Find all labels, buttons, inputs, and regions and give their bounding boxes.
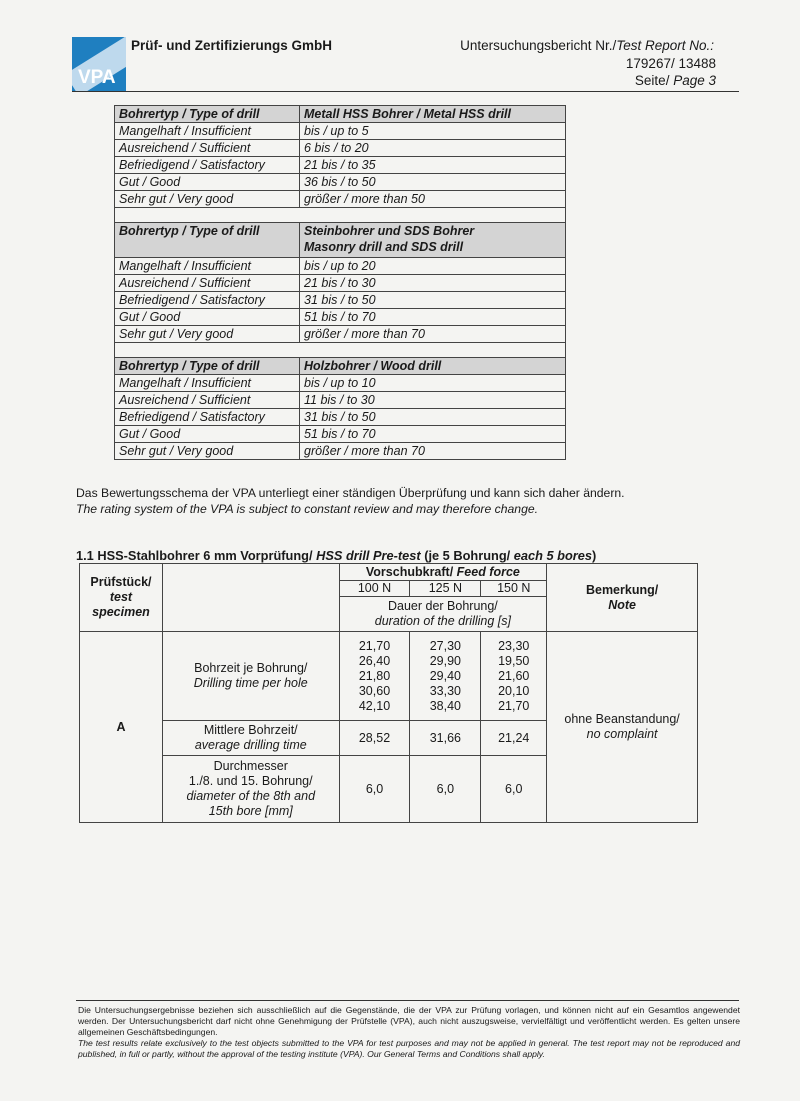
rating-spacer-cell xyxy=(115,208,566,223)
drill-time-label-de: Bohrzeit je Bohrung/ xyxy=(194,661,308,675)
rating-grade: Sehr gut / Very good xyxy=(115,191,300,208)
diameter-label xyxy=(162,756,339,823)
drill-type-name-line: Metall HSS Bohrer / Metal HSS drill xyxy=(304,107,511,121)
rating-header-row xyxy=(115,358,566,375)
rating-header-row xyxy=(115,223,566,258)
rating-grade: Sehr gut / Very good xyxy=(115,326,300,343)
page-label-en: Page 3 xyxy=(673,73,716,88)
rating-row xyxy=(115,123,566,140)
rating-range: bis / up to 5 xyxy=(300,123,566,140)
rating-range: größer / more than 50 xyxy=(300,191,566,208)
rating-grade: Mangelhaft / Insufficient xyxy=(115,258,300,275)
duration-header-en: duration of the drilling [s] xyxy=(374,614,511,628)
section-title-mid: (je 5 Bohrung/ xyxy=(420,548,514,563)
header-divider xyxy=(72,91,739,92)
rating-grade: Mangelhaft / Insufficient xyxy=(115,375,300,392)
remark-value xyxy=(547,632,698,823)
drill-type-name-line: Steinbohrer und SDS Bohrer xyxy=(304,224,475,238)
rating-spacer-row xyxy=(115,208,566,223)
rating-range: 31 bis / to 50 xyxy=(300,292,566,309)
time-value: 38,40 xyxy=(429,698,461,713)
rating-spacer-row xyxy=(115,343,566,358)
rating-row xyxy=(115,443,566,460)
time-value: 19,50 xyxy=(498,653,530,668)
rating-range: 51 bis / to 70 xyxy=(300,426,566,443)
drill-type-header: Bohrertyp / Type of drill xyxy=(115,358,300,375)
time-value: 21,60 xyxy=(498,668,530,683)
rating-range: 51 bis / to 70 xyxy=(300,309,566,326)
section-title-de: 1.1 HSS-Stahlbohrer 6 mm Vorprüfung/ xyxy=(76,548,317,563)
section-title xyxy=(76,548,596,563)
remark-value-en: no complaint xyxy=(586,727,658,741)
specimen-header-en-2: specimen xyxy=(92,605,150,619)
feed-force-de: Vorschubkraft/ xyxy=(365,564,457,579)
rating-grade: Befriedigend / Satisfactory xyxy=(115,157,300,174)
times-125-cell xyxy=(410,632,481,721)
diameter-label-de-2: 1./8. und 15. Bohrung/ xyxy=(188,774,313,788)
rating-grade: Gut / Good xyxy=(115,309,300,326)
footer-text-de: Die Untersuchungsergebnisse beziehen sich ausschließlich auf die Gegenstände, die der VPA zur Prüfung vorlagen, und können nicht auf ein Gesamtlos angewendet werden. Der Untersuchungsbericht darf nicht ohne Genehmigung der Prüfstelle (VPA), auch nicht auszugsweise, vervielfältigt und veröffentlicht werden. Es gelten unsere allgemeinen Geschäftsbedingungen. xyxy=(78,1005,740,1037)
diameter-value-150: 6,0 xyxy=(481,756,547,823)
page-label-de: Seite/ xyxy=(634,73,674,88)
rating-range: größer / more than 70 xyxy=(300,443,566,460)
drill-type-header: Bohrertyp / Type of drill xyxy=(115,106,300,123)
time-value: 29,40 xyxy=(429,668,461,683)
report-number: 179267/ 13488 xyxy=(625,56,716,71)
time-value: 27,30 xyxy=(429,638,461,653)
time-value: 29,90 xyxy=(429,653,461,668)
drill-type-name xyxy=(300,358,566,375)
drill-type-name-line: Holzbohrer / Wood drill xyxy=(304,359,442,373)
drill-time-label xyxy=(162,632,339,721)
company-name: Prüf- und Zertifizierungs GmbH xyxy=(131,38,332,53)
avg-value-125: 31,66 xyxy=(410,721,481,756)
page-number xyxy=(635,73,716,88)
drill-type-name xyxy=(300,223,566,258)
specimen-header-en-1: test xyxy=(109,590,133,604)
footer-divider xyxy=(76,1000,739,1001)
force-100: 100 N xyxy=(339,581,410,597)
avg-time-label-en: average drilling time xyxy=(194,738,307,752)
section-title-suffix: ) xyxy=(592,548,597,563)
rating-table xyxy=(114,105,566,460)
diameter-label-en-1: diameter of the 8th and xyxy=(186,789,316,803)
empty-header-cell xyxy=(162,564,339,632)
vpa-logo xyxy=(72,37,126,91)
rating-grade: Ausreichend / Sufficient xyxy=(115,275,300,292)
time-value: 42,10 xyxy=(358,698,391,713)
remark-header-en: Note xyxy=(608,597,636,612)
drill-type-name xyxy=(300,106,566,123)
rating-header-row xyxy=(115,106,566,123)
times-150-cell xyxy=(481,632,547,721)
time-value: 21,70 xyxy=(358,638,391,653)
avg-value-150: 21,24 xyxy=(481,721,547,756)
diameter-value-125: 6,0 xyxy=(410,756,481,823)
feed-force-header xyxy=(339,564,547,581)
rating-grade: Gut / Good xyxy=(115,426,300,443)
rating-grade: Mangelhaft / Insufficient xyxy=(115,123,300,140)
rating-range: 36 bis / to 50 xyxy=(300,174,566,191)
time-value: 26,40 xyxy=(358,653,391,668)
rating-row xyxy=(115,392,566,409)
drill-time-label-en: Drilling time per hole xyxy=(193,676,308,690)
diameter-label-en-2: 15th bore [mm] xyxy=(208,804,293,818)
rating-note xyxy=(76,485,736,517)
report-label-de: Untersuchungsbericht Nr./ xyxy=(460,38,617,53)
time-value: 30,60 xyxy=(358,683,391,698)
diameter-value-100: 6,0 xyxy=(339,756,410,823)
avg-time-label-de: Mittlere Bohrzeit/ xyxy=(203,723,298,737)
rating-grade: Ausreichend / Sufficient xyxy=(115,140,300,157)
rating-grade: Befriedigend / Satisfactory xyxy=(115,292,300,309)
feed-force-en: Feed force xyxy=(456,564,520,579)
rating-row xyxy=(115,157,566,174)
rating-row xyxy=(115,275,566,292)
report-label-en: Test Report No.: xyxy=(616,38,714,53)
rating-grade: Gut / Good xyxy=(115,174,300,191)
pretest-table xyxy=(79,563,698,823)
rating-range: 31 bis / to 50 xyxy=(300,409,566,426)
remark-header xyxy=(547,564,698,632)
rating-grade: Ausreichend / Sufficient xyxy=(115,392,300,409)
rating-row xyxy=(115,326,566,343)
diameter-label-de-1: Durchmesser xyxy=(213,759,288,773)
avg-time-label xyxy=(162,721,339,756)
rating-row xyxy=(115,375,566,392)
section-title-en2: each 5 bores xyxy=(513,548,593,563)
rating-range: 11 bis / to 30 xyxy=(300,392,566,409)
time-value: 21,80 xyxy=(358,668,391,683)
rating-note-de: Das Bewertungsschema der VPA unterliegt einer ständigen Überprüfung und kann sich daher ändern. xyxy=(76,486,625,500)
rating-range: 21 bis / to 30 xyxy=(300,275,566,292)
rating-row xyxy=(115,409,566,426)
footer-disclaimer xyxy=(78,1005,740,1060)
force-125: 125 N xyxy=(410,581,481,597)
rating-row xyxy=(115,309,566,326)
rating-spacer-cell xyxy=(115,343,566,358)
time-value: 33,30 xyxy=(429,683,461,698)
rating-grade: Befriedigend / Satisfactory xyxy=(115,409,300,426)
time-value: 23,30 xyxy=(498,638,530,653)
rating-row xyxy=(115,258,566,275)
rating-row xyxy=(115,140,566,157)
rating-row xyxy=(115,191,566,208)
rating-grade: Sehr gut / Very good xyxy=(115,443,300,460)
specimen-header xyxy=(80,564,163,632)
report-label xyxy=(460,38,714,53)
rating-row xyxy=(115,174,566,191)
rating-row xyxy=(115,292,566,309)
duration-header xyxy=(339,597,547,632)
remark-value-de: ohne Beanstandung/ xyxy=(564,712,680,726)
rating-row xyxy=(115,426,566,443)
rating-range: bis / up to 10 xyxy=(300,375,566,392)
rating-range: bis / up to 20 xyxy=(300,258,566,275)
drill-type-header: Bohrertyp / Type of drill xyxy=(115,223,300,258)
times-100-cell xyxy=(339,632,410,721)
time-value: 21,70 xyxy=(498,698,530,713)
rating-note-en: The rating system of the VPA is subject to constant review and may therefore change. xyxy=(76,502,539,516)
time-value: 20,10 xyxy=(498,683,530,698)
duration-header-de: Dauer der Bohrung/ xyxy=(387,599,498,613)
rating-range: größer / more than 70 xyxy=(300,326,566,343)
logo-text: VPA xyxy=(78,67,116,88)
force-150: 150 N xyxy=(481,581,547,597)
rating-range: 6 bis / to 20 xyxy=(300,140,566,157)
footer-text-en: The test results relate exclusively to the test objects submitted to the VPA for test purposes and may not be applied in general. The test report may not be reproduced and published, in full or partly, without the approval of the testing institute (VPA). Our General Terms and Conditions shall apply. xyxy=(78,1038,740,1059)
remark-header-de: Bemerkung/ xyxy=(585,582,659,597)
drill-type-name-line: Masonry drill and SDS drill xyxy=(304,240,464,254)
section-title-en: HSS drill Pre-test xyxy=(316,548,421,563)
specimen-header-de: Prüfstück/ xyxy=(90,575,152,589)
avg-value-100: 28,52 xyxy=(339,721,410,756)
specimen-id: A xyxy=(80,632,163,823)
rating-range: 21 bis / to 35 xyxy=(300,157,566,174)
